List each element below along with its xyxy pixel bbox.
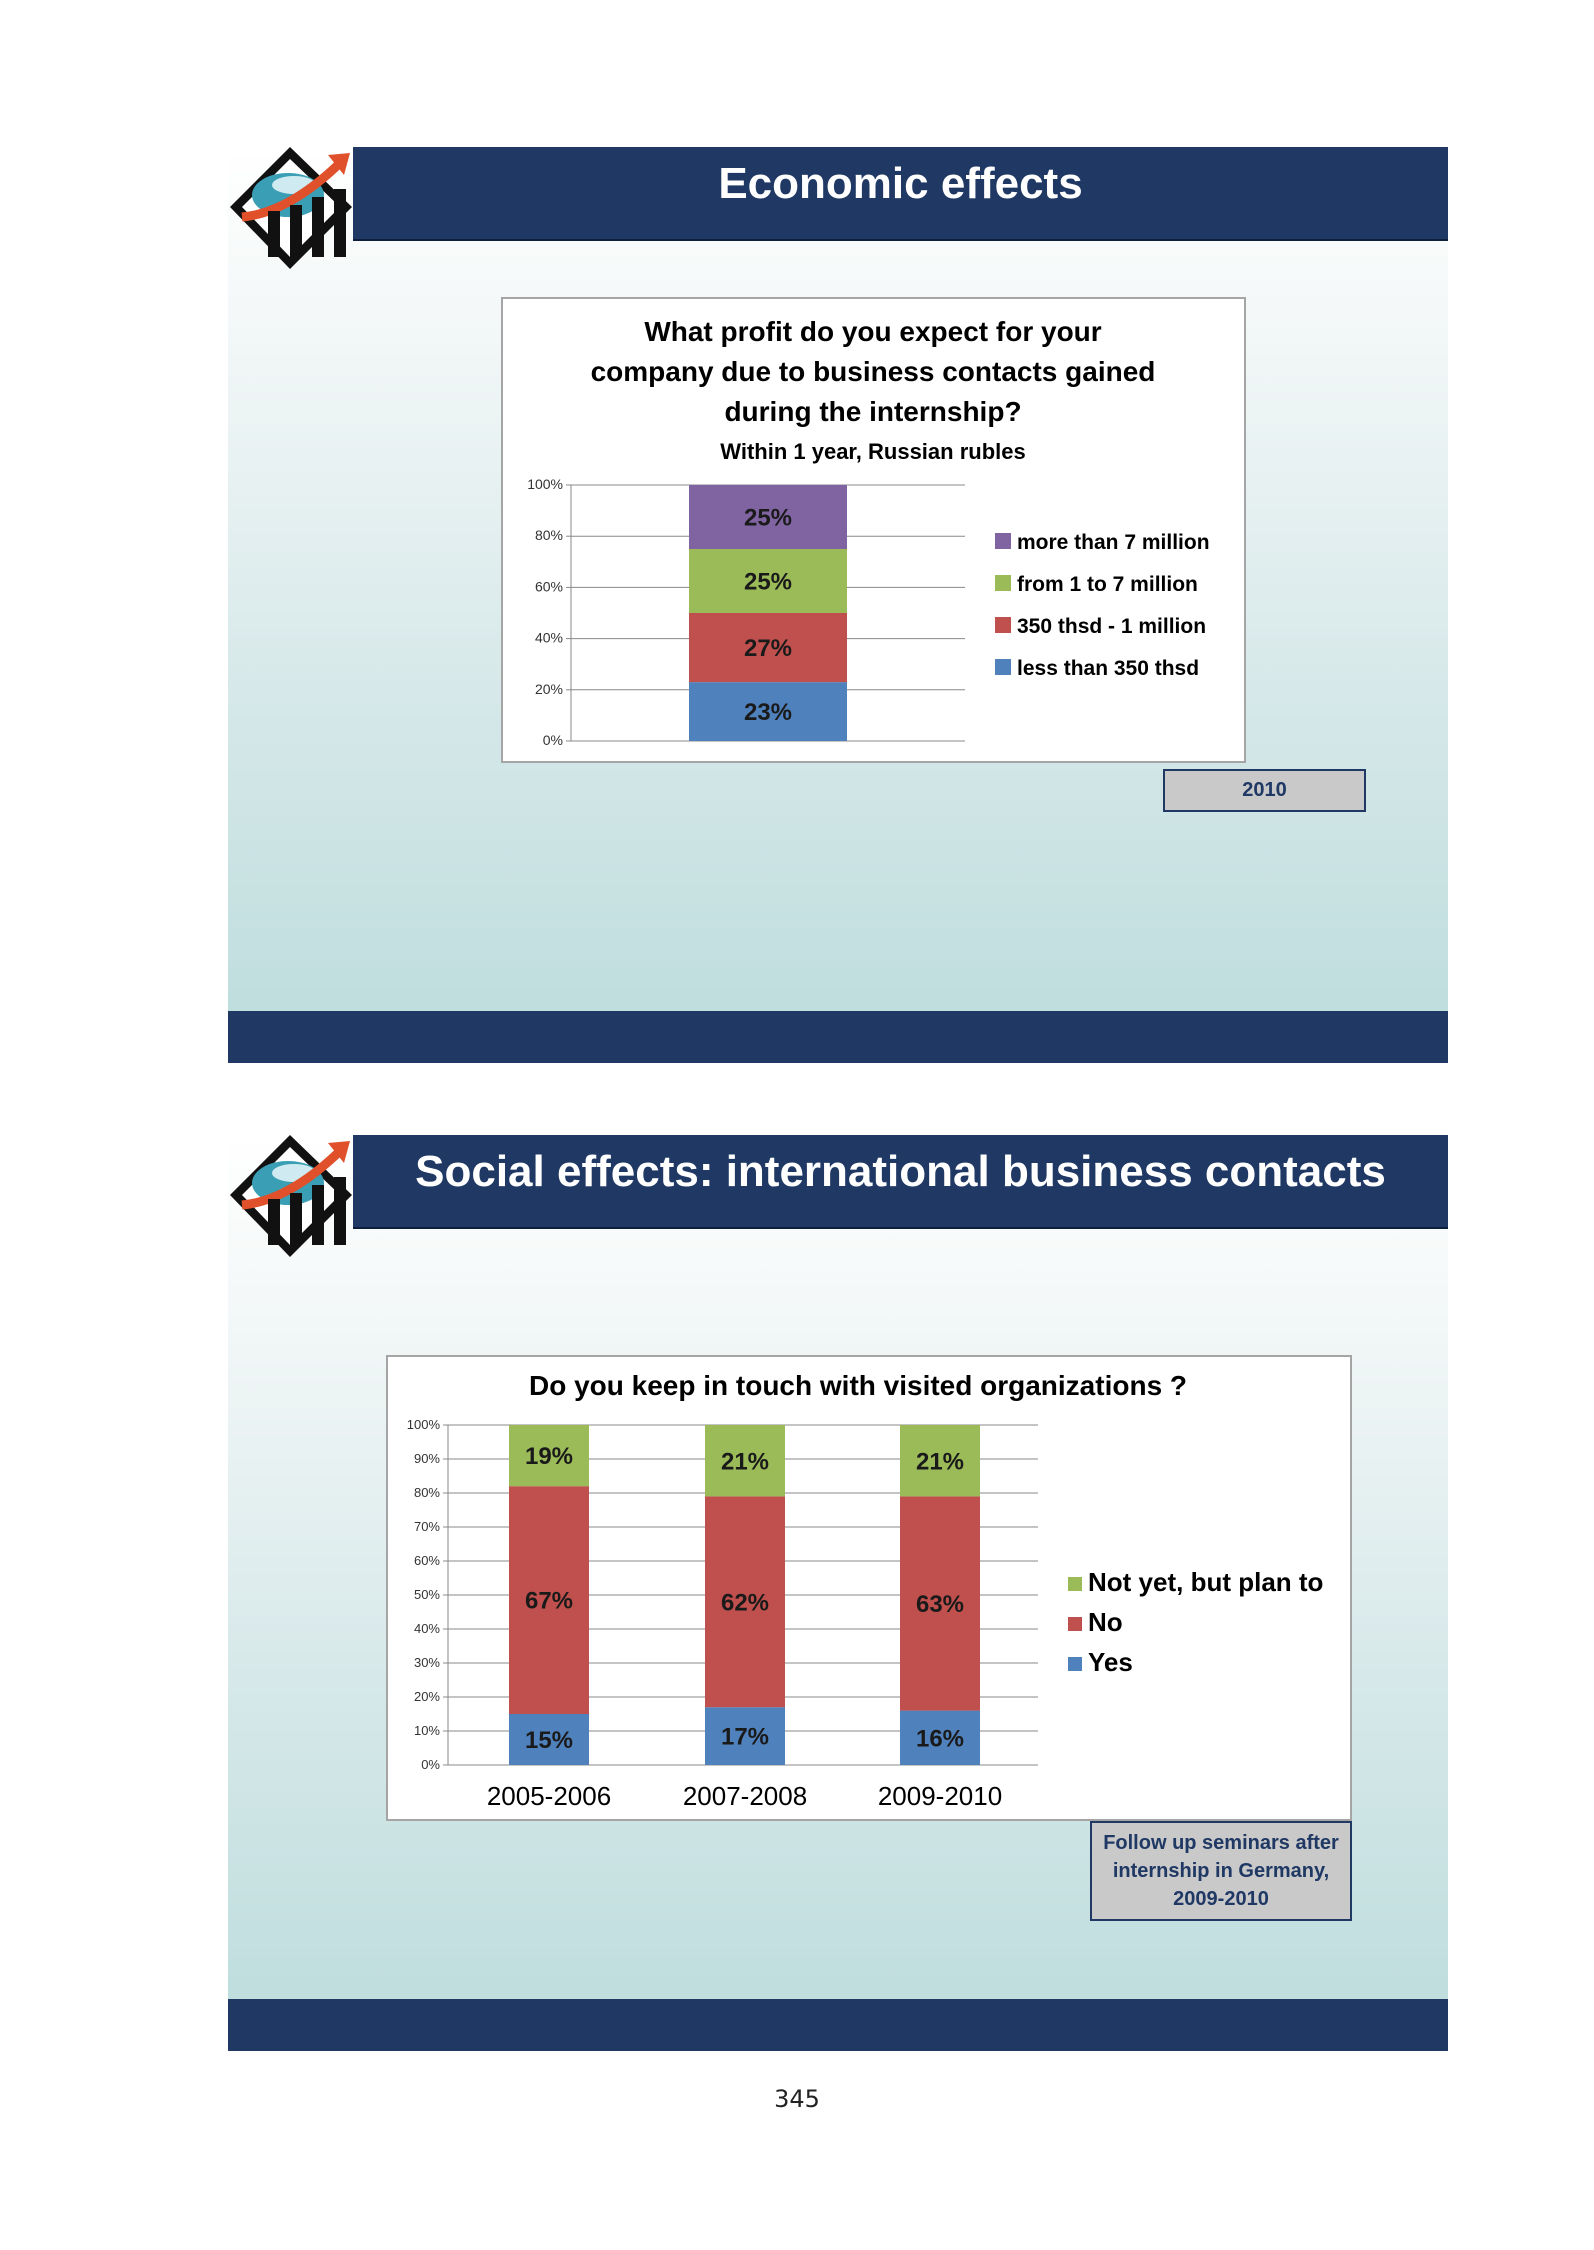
legend-entry: from 1 to 7 million xyxy=(1017,573,1198,596)
y-tick-label: 30% xyxy=(413,1655,440,1670)
legend-swatch xyxy=(995,533,1011,549)
chart-title: What profit do you expect for your xyxy=(644,316,1102,347)
legend-entry: more than 7 million xyxy=(1017,531,1210,554)
y-tick-label: 80% xyxy=(534,527,563,544)
logo-icon xyxy=(228,1133,354,1261)
x-tick-label: 2009-2010 xyxy=(877,1781,1003,1811)
data-label: 25% xyxy=(743,504,793,532)
contact-chart-svg xyxy=(388,1357,1350,1819)
chart-title: company due to business contacts gained xyxy=(590,356,1156,387)
legend-swatch xyxy=(995,575,1011,591)
chart-title: Do you keep in touch with visited organizations ? xyxy=(528,1370,1188,1401)
data-label: 25% xyxy=(743,568,793,596)
x-tick-label: 2007-2008 xyxy=(682,1781,808,1811)
slide-title: Economic effects xyxy=(718,159,1083,208)
y-tick-label: 100% xyxy=(527,476,563,492)
data-label: 16% xyxy=(915,1725,965,1753)
legend-entry: No xyxy=(1088,1607,1123,1637)
footer-bar xyxy=(228,1999,1448,2051)
page-number: 345 xyxy=(774,2085,820,2113)
y-tick-label: 100% xyxy=(406,1417,440,1432)
chart-title: during the internship? xyxy=(724,396,1022,427)
legend-entry: Not yet, but plan to xyxy=(1088,1567,1324,1597)
slide-economic-effects xyxy=(228,147,1448,1063)
legend-swatch xyxy=(1068,1657,1082,1671)
seminar-note-line: Follow up seminars after xyxy=(1103,1832,1339,1854)
year-note: 2010 xyxy=(1163,769,1366,812)
title-bar xyxy=(353,1135,1448,1229)
seminar-note xyxy=(1090,1821,1352,1921)
legend-entry: Yes xyxy=(1088,1647,1133,1677)
y-tick-label: 0% xyxy=(421,1757,440,1772)
legend-entry: 350 thsd - 1 million xyxy=(1017,615,1207,638)
profit-chart xyxy=(501,297,1246,763)
data-label: 67% xyxy=(524,1587,574,1615)
seminar-note-line: internship in Germany, xyxy=(1112,1860,1330,1882)
data-label: 23% xyxy=(743,699,793,727)
y-tick-label: 80% xyxy=(413,1485,440,1500)
data-label: 15% xyxy=(524,1727,574,1755)
y-tick-label: 40% xyxy=(413,1621,440,1636)
y-tick-label: 60% xyxy=(534,578,563,595)
y-tick-label: 40% xyxy=(534,629,563,646)
legend-swatch xyxy=(1068,1617,1082,1631)
y-tick-label: 20% xyxy=(413,1689,440,1704)
title-bar xyxy=(353,147,1448,241)
legend-entry: less than 350 thsd xyxy=(1017,657,1200,680)
data-label: 19% xyxy=(524,1443,574,1471)
legend-swatch xyxy=(995,659,1011,675)
y-tick-label: 70% xyxy=(413,1519,440,1534)
logo-icon xyxy=(228,145,354,273)
contact-chart xyxy=(386,1355,1352,1821)
data-label: 63% xyxy=(915,1591,965,1619)
legend-swatch xyxy=(1068,1577,1082,1591)
data-label: 27% xyxy=(743,635,793,663)
y-tick-label: 0% xyxy=(542,732,563,748)
data-label: 62% xyxy=(720,1589,770,1617)
profit-chart-svg xyxy=(503,299,1244,761)
y-tick-label: 10% xyxy=(413,1723,440,1738)
legend-swatch xyxy=(995,617,1011,633)
slide-title: Social effects: international business contacts xyxy=(415,1147,1386,1196)
data-label: 17% xyxy=(720,1723,770,1751)
y-tick-label: 60% xyxy=(413,1553,440,1568)
y-tick-label: 90% xyxy=(413,1451,440,1466)
footer-bar xyxy=(228,1011,1448,1063)
seminar-note-line: 2009-2010 xyxy=(1173,1888,1269,1910)
slide-social-effects xyxy=(228,1135,1448,2051)
y-tick-label: 50% xyxy=(413,1587,440,1602)
y-tick-label: 20% xyxy=(534,680,563,697)
x-tick-label: 2005-2006 xyxy=(486,1781,612,1811)
chart-subtitle: Within 1 year, Russian rubles xyxy=(720,439,1026,464)
data-label: 21% xyxy=(720,1448,770,1476)
data-label: 21% xyxy=(915,1448,965,1476)
